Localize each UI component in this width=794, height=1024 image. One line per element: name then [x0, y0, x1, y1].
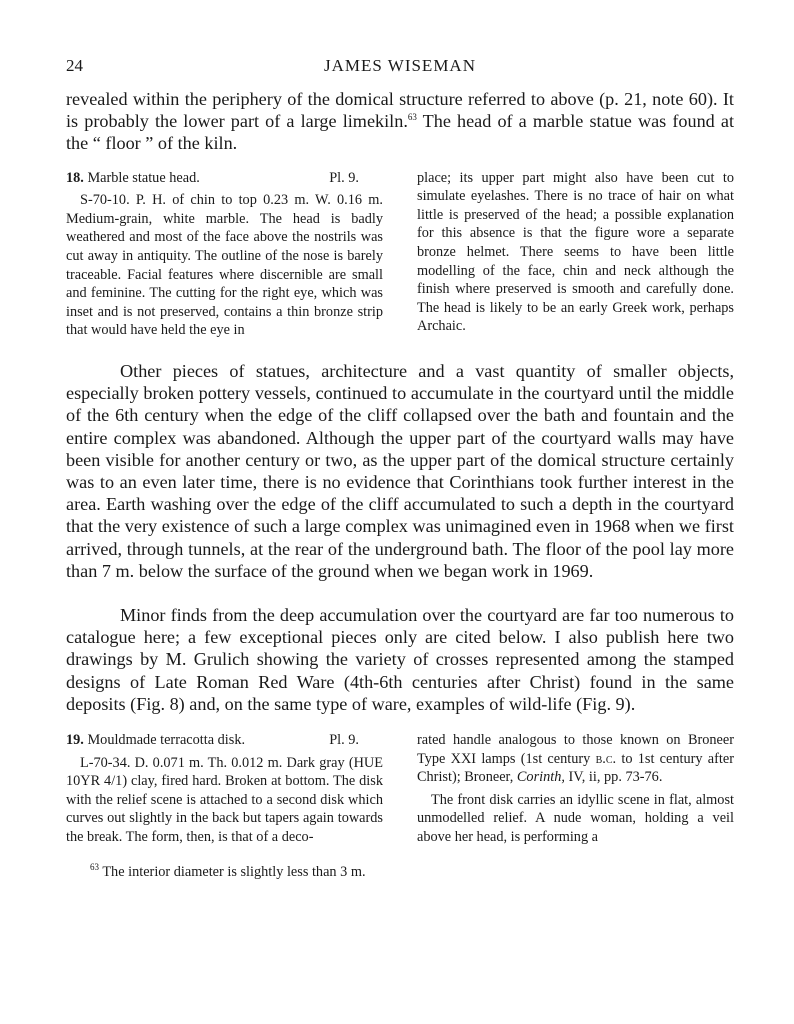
cat19-number: 19. [66, 732, 84, 748]
bc-abbreviation: b.c. [595, 750, 617, 767]
cat18-description-left: S-70-10. P. H. of chin to top 0.23 m. W. 0.16 m. Medium-grain, white marble. The head is badly weathered and most of the face above the nostrils was cut away in antiquity. The outline of the nose is barely traceable. Facial features where discernible are small and feminine. The cutting for the right eye, which was inset and is not preserved, contains a thin bronze strip that would have held the eye in [66, 192, 383, 339]
intro-text-after: The head of a marble statue was found at the “ floor ” of the kiln. [66, 111, 734, 154]
page-header [66, 52, 734, 82]
cat19-title: Mouldmade terracotta disk. [87, 732, 246, 748]
cat19-plate: Pl. 9. [329, 732, 359, 748]
catalogue-entry-19 [66, 731, 734, 847]
cat18-left-column [66, 169, 383, 340]
cat18-heading [66, 169, 383, 188]
cat19-description-left: L-70-34. D. 0.071 m. Th. 0.012 m. Dark gray (HUE 10YR 4/1) clay, fired hard. Broken at bottom. The disk with the relief scene is attached to a second disk which curves out slightly in the back but tapers again towards the break. The form, then, is that of a deco- [66, 754, 383, 845]
cat18-title: Marble statue head. [87, 169, 200, 186]
cat19-right-column [417, 731, 734, 847]
footnote-marker: 63 [90, 861, 99, 872]
corinth-citation: Corinth, [516, 769, 565, 786]
cat18-right-column [417, 169, 734, 340]
footnote-ref[interactable]: 63 [407, 112, 417, 123]
page [66, 52, 734, 881]
intro-paragraph [66, 88, 734, 155]
paragraph-minor-finds: Minor finds from the deep accumulation over the courtyard are far too numerous to catalogue here; a few exceptional pieces only are cited below. I also publish here two drawings by M. Grulich showing the variety of crosses represented among the stamped designs of Late Roman Red Ware (4th-6th centuries after Christ) found in the same deposits (Fig. 8) and, on the same type of ware, examples of wild-life (Fig. 9). [66, 604, 734, 714]
running-head: JAMES WISEMAN [323, 56, 476, 75]
page-number: 24 [66, 56, 83, 75]
intro-text: revealed within the periphery of the domical structure referred to above (p. 21, note 60). It is probably the lower part of a large limekiln. [66, 89, 734, 132]
paragraph-other-pieces: Other pieces of statues, architecture and a vast quantity of smaller objects, especially broken pottery vessels, continued to accumulate in the courtyard until the middle of the 6th century when the edge of the cliff collapsed over the bath and fountain and the entire complex was abandoned. Although the upper part of the courtyard walls may have been visible for another century or two, as the upper part of the domical structure certainly was to an even later time, there is no evidence that Corinthians took further interest in the area. Earth washing over the edge of the cliff accumulated to such a depth in the courtyard that the very existence of such a large complex was unimagined even in 1968 when we first arrived, through tunnels, at the rear of the underground bath. The floor of the pool lay more than 7 m. below the surface of the ground when we began work in 1969. [66, 360, 734, 581]
footnote-text: The interior diameter is slightly less than 3 m. [99, 863, 366, 880]
cat19-left-column [66, 731, 383, 847]
cat19-heading [66, 731, 383, 750]
cat18-description-right: place; its upper part might also have been cut to simulate eyelashes. There is no trace of hair on what little is preserved of the head; a possible explanation for this absence is that the figure wore a separate bronze helmet. There seems to have been little modelling of the face, chin and neck although the finish where preserved is smooth and carefully done. The head is likely to be an early Greek work, perhaps Archaic. [417, 169, 734, 335]
cat19-description-scene: The front disk carries an idyllic scene in flat, almost unmodelled relief. A nude woman, holding a veil above her head, is performing a [417, 791, 734, 845]
cat19-description-right: rated handle analogous to those known on Broneer Type XXI lamps (1st century b.c. to 1st century after Christ); Broneer, Corinth, IV, ii, pp. 73-76. [417, 732, 734, 786]
cat18-number: 18. [66, 169, 84, 186]
footnote-63 [66, 863, 734, 881]
catalogue-entry-18 [66, 169, 734, 340]
cat18-plate: Pl. 9. [329, 169, 359, 186]
